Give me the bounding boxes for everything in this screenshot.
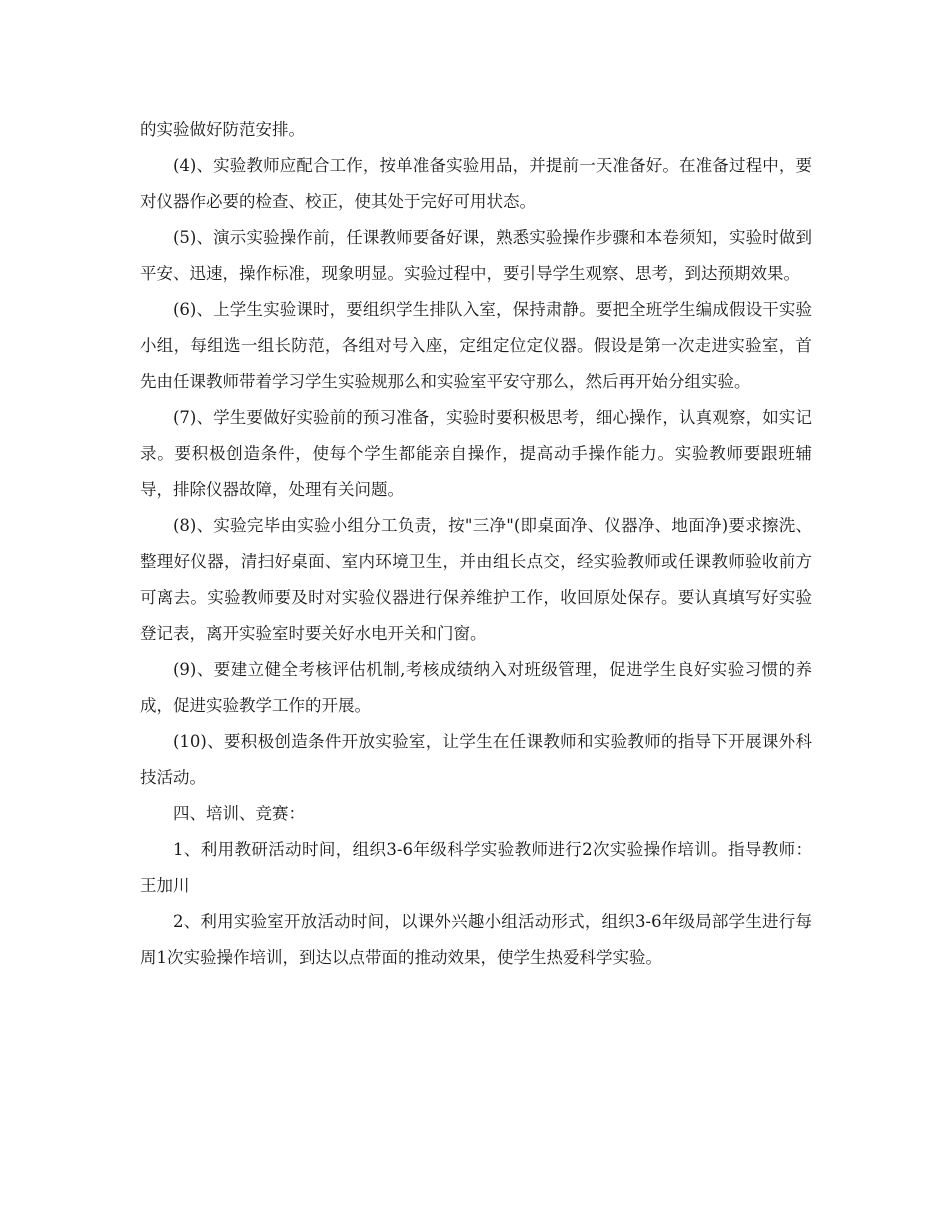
paragraph-training-2: 2、利用实验室开放活动时间，以课外兴趣小组活动形式，组织3-6年级局部学生进行每周1次实验操作培训，到达以点带面的推动效果，使学生热爱科学实验。 bbox=[140, 912, 812, 967]
paragraph-item-9: (9)、要建立健全考核评估机制,考核成绩纳入对班级管理，促进学生良好实验习惯的养成，促进实验教学工作的开展。 bbox=[140, 660, 812, 715]
paragraph-training-1: 1、利用教研活动时间，组织3-6年级科学实验教师进行2次实验操作培训。指导教师：王加川 bbox=[140, 840, 812, 895]
section-heading-training: 四、培训、竞赛： bbox=[173, 804, 305, 823]
paragraph-item-8: (8)、实验完毕由实验小组分工负责，按"三净"(即桌面净、仪器净、地面净)要求擦洗、整理好仪器，清扫好桌面、室内环境卫生，并由组长点交，经实验教师或任课教师验收前方可离去。实验教师要及时对实验仪器进行保养维护工作，收回原处保存。要认真填写好实验登记表，离开实验室时要关好水电开关和门窗。 bbox=[140, 516, 812, 643]
document-body bbox=[140, 112, 812, 976]
paragraph-item-10: (10)、要积极创造条件开放实验室，让学生在任课教师和实验教师的指导下开展课外科技活动。 bbox=[140, 732, 812, 787]
paragraph-item-6: (6)、上学生实验课时，要组织学生排队入室，保持肃静。要把全班学生编成假设干实验小组，每组选一组长防范，各组对号入座，定组定位定仪器。假设是第一次走进实验室，首先由任课教师带着学习学生实验规那么和实验室平安守那么，然后再开始分组实验。 bbox=[140, 300, 812, 391]
paragraph-item-7: (7)、学生要做好实验前的预习准备，实验时要积极思考，细心操作，认真观察，如实记录。要积极创造条件，使每个学生都能亲自操作，提高动手操作能力。实验教师要跟班辅导，排除仪器故障，处理有关问题。 bbox=[140, 408, 812, 499]
paragraph-item-4: (4)、实验教师应配合工作，按单准备实验用品，并提前一天准备好。在准备过程中，要对仪器作必要的检查、校正，使其处于完好可用状态。 bbox=[140, 156, 812, 211]
paragraph-item-5: (5)、演示实验操作前，任课教师要备好课，熟悉实验操作步骤和本卷须知，实验时做到平安、迅速，操作标准，现象明显。实验过程中，要引导学生观察、思考，到达预期效果。 bbox=[140, 228, 812, 283]
paragraph-continuation: 的实验做好防范安排。 bbox=[140, 120, 305, 139]
